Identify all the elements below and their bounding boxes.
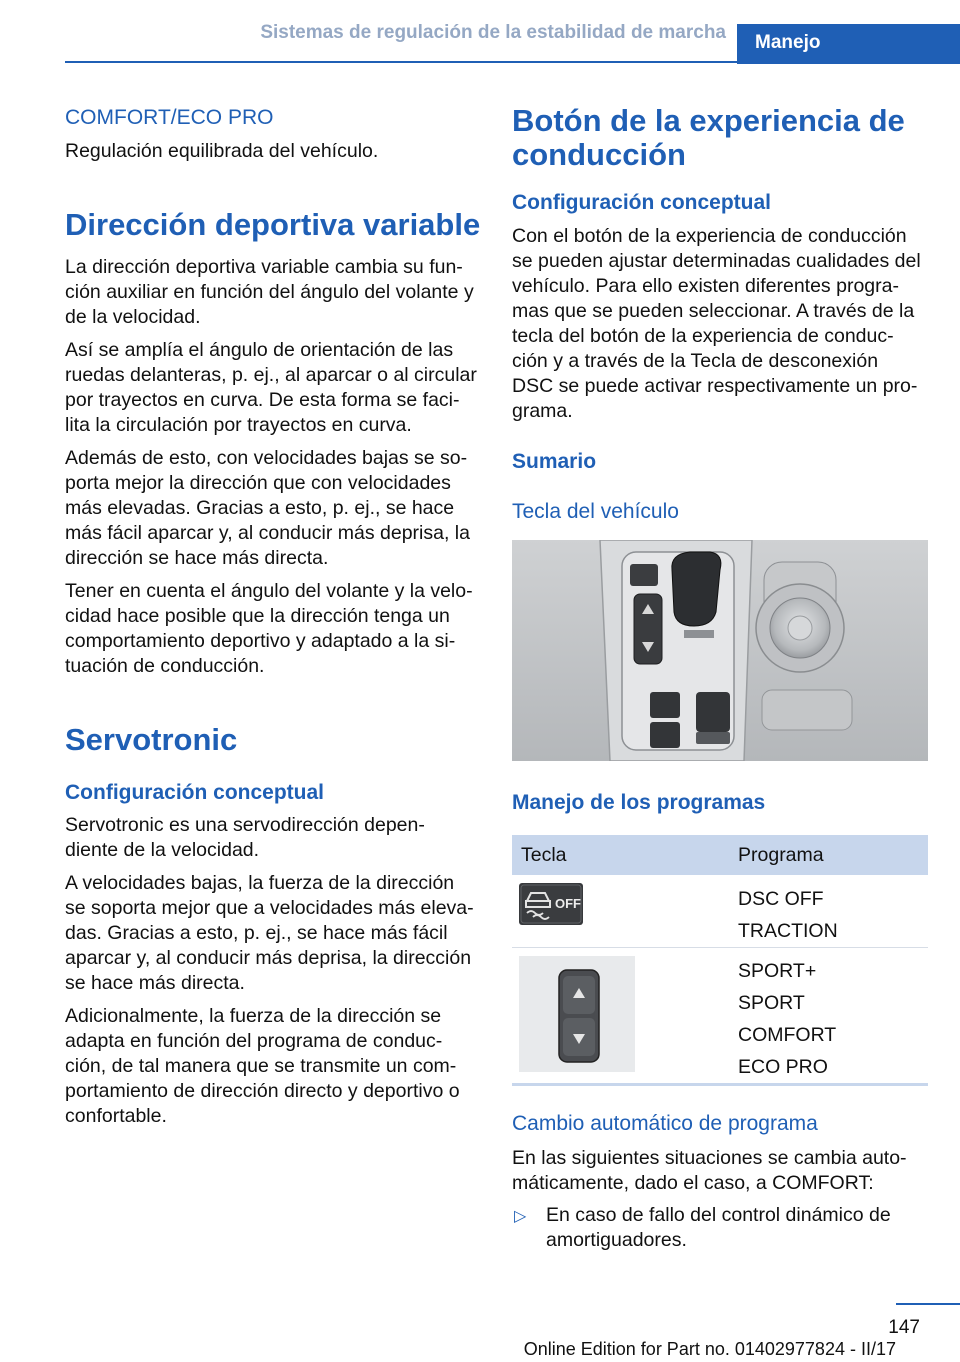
cambio-paragraph: En las siguientes situaciones se cambia auto‐ máticamente, dado el caso, a COMFORT: <box>512 1147 907 1194</box>
cambio-heading: Cambio automático de programa <box>512 1112 818 1135</box>
dds-heading: Dirección deportiva variable <box>65 207 481 242</box>
table-bottom-rule <box>512 1083 928 1086</box>
table-row-separator <box>512 947 928 948</box>
updown-switch-icon <box>519 956 635 1072</box>
servotronic-paragraph-3: Adicionalmente, la fuerza de la dirección se adapta en función del programa de conduc‐ ción, de tal manera que se transmite un com‐ portamiento de dirección directo y deportivo o confortable. <box>65 1005 460 1127</box>
header-rule <box>65 61 737 63</box>
page-number: 147 <box>888 1317 920 1338</box>
dds-paragraph-1: La dirección deportiva variable cambia su fun‐ ción auxiliar en función del ángulo del volante y de la velocidad. <box>65 256 474 328</box>
programs-table <box>512 835 928 1078</box>
comfort-eco-pro-heading: COMFORT/ECO PRO <box>65 106 274 129</box>
concept-subheading: Configuración conceptual <box>512 191 772 214</box>
center-console-illustration <box>512 540 928 761</box>
center-console-image <box>512 540 928 761</box>
servotronic-paragraph-1: Servotronic es una servodirección depen‐ diente de la velocidad. <box>65 814 425 861</box>
table-header-row <box>512 835 928 875</box>
sumario-heading: Sumario <box>512 450 597 473</box>
footer-rule <box>896 1303 960 1305</box>
dds-paragraph-2: Así se amplía el ángulo de orientación de las ruedas delanteras, p. ej., al aparcar o al circular por trayectos en curva. De esta forma se faci‐ lita la circulación por trayectos en curva. <box>65 339 477 436</box>
section-title: Sistemas de regulación de la estabilidad de marcha <box>260 22 726 43</box>
dsc-off-label: OFF <box>555 896 581 911</box>
driving-experience-heading: Botón de la experiencia de conducción <box>512 103 905 172</box>
edition-info: Online Edition for Part no. 01402977824 - II/17 <box>523 1339 896 1359</box>
program-list-1: DSC OFF TRACTION <box>738 888 838 942</box>
dds-paragraph-4: Tener en cuenta el ángulo del volante y la velo‐ cidad hace posible que la dirección tenga un comportamiento deportivo y adaptado a la si‐ tuación de conducción. <box>65 580 473 677</box>
servotronic-subheading: Configuración conceptual <box>65 781 325 804</box>
chapter-tab[interactable]: Manejo <box>737 24 960 64</box>
driving-experience-switch-image <box>519 956 635 1072</box>
comfort-eco-pro-text: Regulación equilibrada del vehículo. <box>65 140 379 162</box>
program-list-2: SPORT+ SPORT COMFORT ECO PRO <box>738 960 837 1078</box>
dds-paragraph-3: Además de esto, con velocidades bajas se so‐ porta mejor la dirección que con velocidades más elevadas. Gracias a esto, p. ej., se hace más fácil aparcar y, al conducir más deprisa, la dirección se hace más directa. <box>65 447 470 569</box>
dsc-off-button-image <box>519 883 583 925</box>
column-header-programa: Programa <box>738 844 824 866</box>
bullet-marker: ▷ <box>514 1208 527 1225</box>
bullet-item-1: En caso de fallo del control dinámico de amortiguadores. <box>546 1204 891 1251</box>
servotronic-paragraph-2: A velocidades bajas, la fuerza de la dirección se soporta mejor que a velocidades más eleva‐ das. Gracias a esto, p. ej., se hace más fácil aparcar y, al conducir más deprisa, la dirección se hace más directa. <box>65 872 474 994</box>
servotronic-heading: Servotronic <box>65 722 238 757</box>
page-header <box>0 0 960 64</box>
tecla-vehiculo-heading: Tecla del vehículo <box>512 500 679 523</box>
column-header-tecla: Tecla <box>521 844 567 866</box>
manejo-programas-heading: Manejo de los programas <box>512 791 766 814</box>
concept-paragraph: Con el botón de la experiencia de conducción se pueden ajustar determinadas cualidades del vehículo. Para ello existen diferentes progra‐ mas que se pueden seleccionar. A través de la tecla del botón de la experiencia de conduc‐ ción y a través de la Tecla de desconexión DSC se puede activar respectivamente un pro‐ grama. <box>512 225 921 422</box>
